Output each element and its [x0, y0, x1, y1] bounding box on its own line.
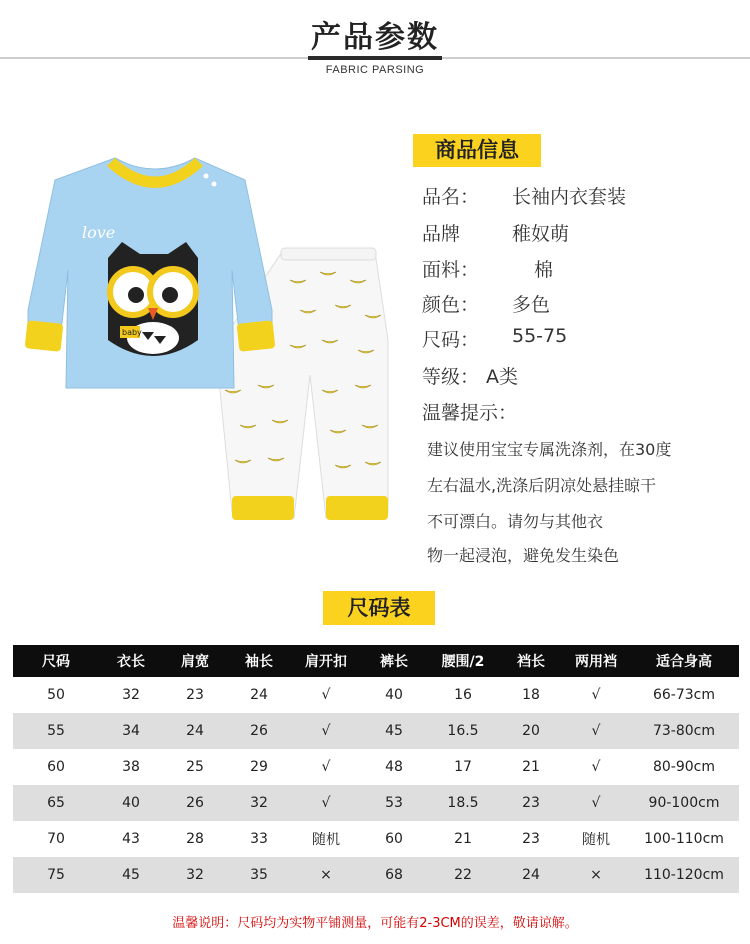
page-subtitle: FABRIC PARSING [325, 64, 425, 76]
table-cell: × [291, 857, 361, 893]
table-cell: 65 [13, 785, 99, 821]
table-cell: 23 [186, 687, 204, 703]
info-key: 等级： [422, 366, 480, 388]
table-row [13, 785, 739, 821]
info-value: A类 [486, 366, 518, 388]
info-key: 面料： [422, 259, 480, 281]
table-cell: 73-80cm [629, 713, 739, 749]
table-cell: 70 [47, 831, 65, 847]
care-label: 温馨提示： [422, 402, 518, 424]
table-cell: 34 [99, 713, 163, 749]
table-cell: √ [291, 785, 361, 821]
table-cell: 21 [522, 759, 540, 775]
info-row-grade [422, 362, 518, 389]
table-cell: 23 [522, 831, 540, 847]
column-header: 袖长 [227, 645, 291, 677]
info-value: 多色 [512, 294, 551, 316]
table-cell: 55 [13, 713, 99, 749]
table-cell: 33 [250, 831, 268, 847]
table-cell: 随机 [582, 832, 610, 848]
info-row-brand [422, 219, 570, 246]
table-cell: 60 [385, 831, 403, 847]
table-cell: 18.5 [427, 785, 499, 821]
table-cell: 21 [454, 831, 472, 847]
table-cell: √ [591, 687, 601, 703]
table-cell: 75 [13, 857, 99, 893]
column-header: 衣长 [99, 645, 163, 677]
table-cell: 80-90cm [652, 759, 715, 775]
column-header: 裤长 [361, 645, 427, 677]
product-info-tag: 商品信息 [413, 134, 541, 167]
table-cell: 26 [227, 713, 291, 749]
info-key: 品牌 [422, 223, 461, 245]
care-line: 左右温水,洗涤后阴凉处悬挂晾干 [427, 476, 657, 495]
table-cell: 40 [99, 785, 163, 821]
table-cell: √ [591, 759, 601, 775]
table-cell: 48 [385, 759, 403, 775]
table-cell: 53 [361, 785, 427, 821]
column-header: 腰围/2 [427, 645, 499, 677]
table-cell: 40 [385, 687, 403, 703]
owl-print [108, 242, 198, 356]
column-header: 肩开扣 [291, 645, 361, 677]
page-title: 产品参数 [311, 20, 439, 55]
table-cell: 66-73cm [652, 687, 715, 703]
size-chart-tag: 尺码表 [323, 591, 435, 625]
owl-badge-text: baby [122, 328, 142, 337]
size-table [13, 645, 739, 893]
table-cell: √ [291, 713, 361, 749]
info-key: 尺码： [422, 329, 480, 351]
column-header: 裆长 [499, 645, 563, 677]
table-cell: √ [321, 687, 331, 703]
column-header: 两用裆 [563, 645, 629, 677]
table-cell: 17 [454, 759, 472, 775]
column-header: 适合身高 [629, 645, 739, 677]
info-row-size [422, 325, 568, 352]
info-value: 长袖内衣套装 [512, 186, 627, 208]
info-value: 稚奴萌 [512, 223, 570, 245]
table-cell: × [563, 857, 629, 893]
title-divider-accent [308, 56, 442, 60]
table-cell: 28 [186, 831, 204, 847]
table-cell: 随机 [312, 832, 340, 848]
table-cell: 45 [361, 713, 427, 749]
table-cell: 16.5 [427, 713, 499, 749]
column-header: 尺码 [13, 645, 99, 677]
column-header: 肩宽 [163, 645, 227, 677]
table-row [13, 749, 739, 785]
pajama-set-illustration [0, 140, 400, 550]
table-row [13, 821, 739, 857]
table-cell: 24 [163, 713, 227, 749]
info-row-color [422, 290, 551, 317]
info-value: 55-75 [512, 325, 568, 347]
table-cell: 16 [454, 687, 472, 703]
table-row [13, 677, 739, 713]
table-cell: 38 [122, 759, 140, 775]
table-cell: 25 [186, 759, 204, 775]
shirt-print-text: love [82, 223, 116, 242]
table-cell: 20 [499, 713, 563, 749]
info-row-fabric [422, 255, 554, 282]
product-image [0, 140, 400, 550]
table-cell: √ [563, 785, 629, 821]
care-line: 不可漂白。请勿与其他衣 [427, 512, 604, 531]
table-cell: 45 [99, 857, 163, 893]
info-key: 品名： [422, 186, 480, 208]
care-line: 物一起浸泡，避免发生染色 [427, 546, 620, 565]
info-value: 棉 [534, 259, 554, 281]
table-cell: 22 [427, 857, 499, 893]
table-cell: 100-110cm [644, 831, 724, 847]
table-cell: 90-100cm [629, 785, 739, 821]
measurement-note: 温馨说明：尺码均为实物平铺测量，可能有2-3CM的误差，敬请谅解。 [172, 916, 578, 931]
table-cell: 60 [47, 759, 65, 775]
table-cell: 29 [250, 759, 268, 775]
info-row-name [422, 182, 627, 209]
table-cell: 32 [163, 857, 227, 893]
table-cell: 35 [227, 857, 291, 893]
table-cell: 26 [163, 785, 227, 821]
care-line: 建议使用宝宝专属洗涤剂，在30度 [427, 440, 672, 459]
table-cell: 110-120cm [629, 857, 739, 893]
table-cell: 32 [122, 687, 140, 703]
table-cell: 24 [250, 687, 268, 703]
info-key: 颜色： [422, 294, 480, 316]
table-cell: 43 [122, 831, 140, 847]
table-row [13, 713, 739, 749]
table-row [13, 857, 739, 893]
table-cell: 68 [361, 857, 427, 893]
table-cell: 50 [47, 687, 65, 703]
table-cell: 24 [499, 857, 563, 893]
table-cell: √ [563, 713, 629, 749]
table-header-row [13, 645, 739, 677]
table-cell: 18 [522, 687, 540, 703]
table-cell: 23 [499, 785, 563, 821]
table-cell: √ [321, 759, 331, 775]
table-cell: 32 [227, 785, 291, 821]
